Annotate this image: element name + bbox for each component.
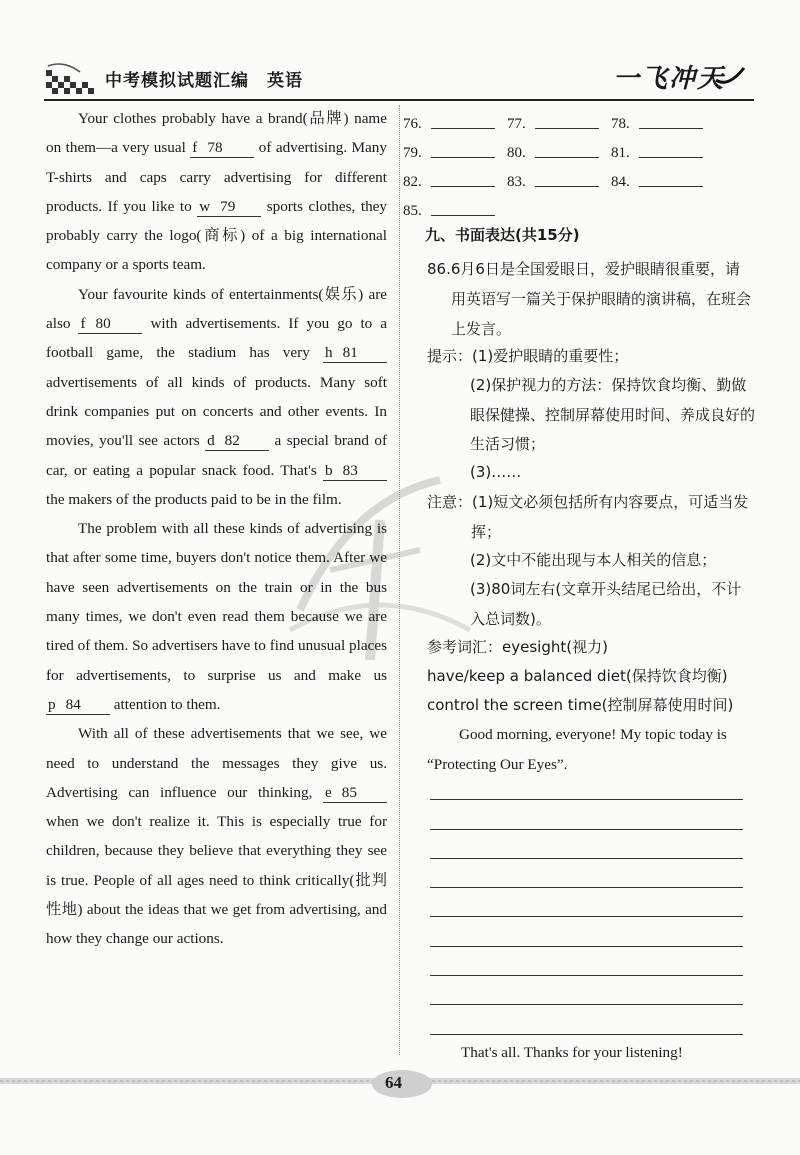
writing-line[interactable] [430,946,743,947]
blank-83[interactable]: b 83 [323,462,387,481]
header-rule [44,99,754,101]
blank-80[interactable]: f 80 [78,315,142,334]
answer-line-78[interactable] [639,127,703,129]
answer-label: 78. [611,116,630,132]
reading-passage [46,104,387,954]
page-header [0,0,800,104]
answer-row [403,162,755,191]
writing-line[interactable] [430,829,743,830]
passage-paragraph-2: Your favourite kinds of entertainments(娱乐) are also f 80 with advertisements. If you go to a football game, the stadium has very h 81 advertisements of all kinds of products. Many soft drink companies put on concerts and other events. In movies, you'll see actors d 82 a special brand of car, or eating a popular snack food. That's b 83 the makers of the products paid to be in the film. [46,285,388,508]
blank-78[interactable]: f 78 [190,139,254,158]
note-1: 注意：(1)短文必须包括所有内容要点，可适当发挥； [427,493,749,541]
answer-line-79[interactable] [431,156,495,158]
answer-label: 79. [403,145,422,161]
series-name: 中考模拟试题汇编 [105,71,249,91]
writing-line[interactable] [430,799,743,800]
answer-line-76[interactable] [431,127,495,129]
answer-line-77[interactable] [535,127,599,129]
answer-label: 84. [611,174,630,190]
subject-name: 英语 [267,71,303,91]
checker-logo-icon [44,62,98,96]
answer-line-84[interactable] [639,185,703,187]
section-title: 九、书面表达(共15分) [425,226,580,244]
answer-label: 83. [507,174,526,190]
writing-line[interactable] [430,975,743,976]
answer-row [403,191,755,220]
writing-line[interactable] [430,887,743,888]
note-3: (3)80词左右(文章开头结尾已给出，不计入总词数)。 [470,580,742,628]
answer-label: 80. [507,145,526,161]
answer-line-85[interactable] [431,214,495,216]
hint-3: (3)…… [470,463,522,481]
hint-1: 提示：(1)爱护眼睛的重要性； [427,347,629,365]
answer-line-82[interactable] [431,185,495,187]
answer-label: 85. [403,203,422,219]
writing-line[interactable] [430,858,743,859]
answer-row [403,133,755,162]
vocab-2: have/keep a balanced diet(保持饮食均衡) [427,667,728,685]
blank-79[interactable]: w 79 [197,198,261,217]
blank-84[interactable]: p 84 [46,696,110,715]
passage-paragraph-1: Your clothes probably have a brand(品牌) name on them—a very usual f 78 of advertising. Many T-shirts and caps carry advertising for different products. If you like to w 79 sports clothes, they probably carry the logo(商标) of a big international company or a sports team. [46,110,387,274]
note-2: (2)文中不能出现与本人相关的信息； [470,551,717,569]
writing-line[interactable] [430,1004,743,1005]
page-number-badge [370,1066,434,1100]
writing-line[interactable] [430,916,743,917]
page-number: 64 [385,1073,402,1092]
hint-2: (2)保护视力的方法：保持饮食均衡、勤做眼保健操、控制屏幕使用时间、养成良好的生活习惯； [470,376,756,453]
answer-label: 82. [403,174,422,190]
answer-grid [403,104,755,220]
header-title [105,66,321,91]
answer-label: 77. [507,116,526,132]
answer-label: 81. [611,145,630,161]
blank-81[interactable]: h 81 [323,344,387,363]
question-86: 86.6月6日是全国爱眼日，爱护眼睛很重要，请用英语写一篇关于保护眼睛的演讲稿，在班会上发言。 [427,260,752,338]
passage-paragraph-3: The problem with all these kinds of advertising is that after some time, buyers don't notice them. After we have seen advertisements on the train or in the bus many times, we don't even read them because we are tired of them. So advertisers have to find unusual places for advertisements, to surprise us and make us p 84 attention to them. [46,520,387,713]
swoosh-icon [714,66,746,88]
answer-line-83[interactable] [535,185,599,187]
answer-line-80[interactable] [535,156,599,158]
blank-85[interactable]: e 85 [323,784,387,803]
writing-line[interactable] [430,1034,743,1035]
answer-row [403,104,755,133]
essay-opening: Good morning, everyone! My topic today is “Protecting Our Eyes”. [427,726,727,773]
vocab-1: 参考词汇：eyesight(视力) [427,638,608,656]
answer-label: 76. [403,116,422,132]
brand-logo: 一飞冲天 [613,64,726,94]
vocab-3: control the screen time(控制屏幕使用时间) [427,696,734,714]
blank-82[interactable]: d 82 [205,432,269,451]
passage-paragraph-4: With all of these advertisements that we see, we need to understand the messages they give us. Advertising can influence our thinking, e 85 when we don't realize it. This is especially true for children, because they believe that everything they see is true. People of all ages need to think critically(批判性地) about the ideas that we get from advertising, and how they change our actions. [46,725,387,948]
answer-area [403,104,755,220]
answer-line-81[interactable] [639,156,703,158]
essay-closing: That's all. Thanks for your listening! [461,1044,683,1061]
